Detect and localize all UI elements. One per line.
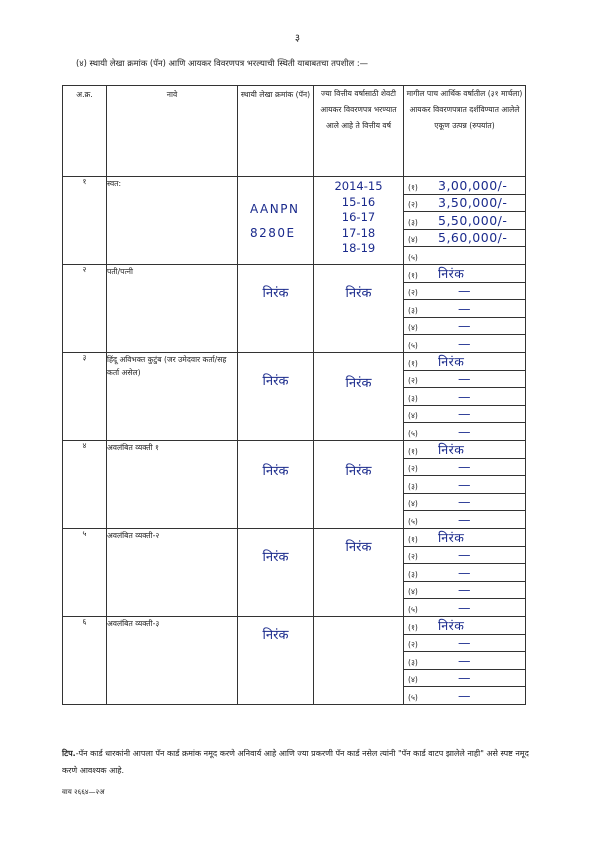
year-nil: निरंक <box>345 375 372 391</box>
row-pan <box>238 352 314 440</box>
sub-number: (५) <box>408 516 418 526</box>
row-sr: ३ <box>63 352 107 440</box>
year-nil: निरंक <box>345 539 372 555</box>
pan-code-line: 8280E <box>250 226 296 240</box>
income-line <box>404 511 525 528</box>
row-sr: २ <box>63 264 107 352</box>
sub-number: (४) <box>408 323 418 333</box>
pan-nil: निरंक <box>262 285 289 301</box>
table-row <box>63 352 526 440</box>
sub-number: (२) <box>408 376 418 386</box>
row-name: हिंदू अविभक्त कुटुंब (जर उमेदवार कर्ता/सह कर्ता असेल) <box>107 352 238 440</box>
income-value: — <box>458 635 471 651</box>
sub-number: (२) <box>408 552 418 562</box>
income-line <box>404 353 525 371</box>
income-value: — <box>458 599 471 615</box>
table-row <box>63 264 526 352</box>
income-value: 3,00,000/- <box>438 177 508 193</box>
sub-number: (३) <box>408 569 418 579</box>
income-value: — <box>458 371 471 387</box>
income-line <box>404 405 525 423</box>
row-pan <box>238 440 314 528</box>
income-value: निरंक <box>438 353 465 369</box>
income-subtable <box>404 265 525 352</box>
year-item: 2014-15 <box>334 179 383 193</box>
sub-number: (४) <box>408 675 418 685</box>
income-value: — <box>458 406 471 422</box>
pan-nil: निरंक <box>262 549 289 565</box>
pan-code <box>250 197 299 245</box>
income-value: 3,50,000/- <box>438 195 508 211</box>
header-year: ज्या वित्तीय वर्षासाठी शेवटी आयकर विवरणपत्र भरण्यात आले आहे ते वित्तीय वर्ष <box>314 86 404 177</box>
income-line <box>404 493 525 511</box>
row-income <box>404 177 526 265</box>
income-value: 5,50,000/- <box>438 212 508 228</box>
sub-number: (२) <box>408 288 418 298</box>
income-line <box>404 229 525 247</box>
table-row <box>63 177 526 265</box>
income-line <box>404 634 525 652</box>
row-sr: ४ <box>63 440 107 528</box>
income-value: — <box>458 423 471 439</box>
section-heading: (४) स्थायी लेखा क्रमांक (पॅन) आणि आयकर विवरणपत्र भरल्याची स्थिती याबाबतचा तपशील :— <box>76 58 369 68</box>
year-nil: निरंक <box>345 463 372 479</box>
header-sr: अ.क्र. <box>63 86 107 177</box>
row-income <box>404 528 526 616</box>
income-line <box>404 194 525 212</box>
row-pan <box>238 177 314 265</box>
header-pan: स्थायी लेखा क्रमांक (पॅन) <box>238 86 314 177</box>
income-value: 5,60,000/- <box>438 230 508 246</box>
income-value: — <box>458 318 471 334</box>
sub-number: (४) <box>408 587 418 597</box>
income-subtable <box>404 529 525 616</box>
income-line <box>404 599 525 616</box>
income-value: निरंक <box>438 529 465 545</box>
sub-number: (१) <box>408 270 418 280</box>
row-year <box>314 177 404 265</box>
row-income <box>404 264 526 352</box>
income-line <box>404 300 525 318</box>
pan-nil: निरंक <box>262 463 289 479</box>
row-year <box>314 264 404 352</box>
income-line <box>404 282 525 300</box>
income-line <box>404 529 525 547</box>
pan-nil: निरंक <box>262 373 289 389</box>
row-pan <box>238 528 314 616</box>
row-pan <box>238 264 314 352</box>
income-line <box>404 564 525 582</box>
row-income <box>404 352 526 440</box>
income-value: — <box>458 547 471 563</box>
income-line <box>404 617 525 635</box>
income-line <box>404 370 525 388</box>
income-line <box>404 265 525 283</box>
year-item: 18-19 <box>341 241 376 255</box>
row-name: अवलंबित व्यक्ती १ <box>107 440 238 528</box>
sub-number: (५) <box>408 604 418 614</box>
sub-number: (३) <box>408 217 418 227</box>
page-number: ३ <box>294 33 301 44</box>
pan-nil: निरंक <box>262 627 289 643</box>
row-year <box>314 440 404 528</box>
table-row <box>63 616 526 704</box>
sub-number: (३) <box>408 481 418 491</box>
income-subtable <box>404 441 525 528</box>
income-line <box>404 388 525 406</box>
row-sr: १ <box>63 177 107 265</box>
income-line <box>404 335 525 352</box>
table-row <box>63 440 526 528</box>
income-line <box>404 212 525 230</box>
income-value: — <box>458 511 471 527</box>
income-value: — <box>458 564 471 580</box>
income-value: — <box>458 476 471 492</box>
income-value: — <box>458 652 471 668</box>
sub-number: (२) <box>408 640 418 650</box>
row-income <box>404 616 526 704</box>
income-value: — <box>458 459 471 475</box>
sub-number: (१) <box>408 534 418 544</box>
row-name: पती/पत्नी <box>107 264 238 352</box>
sub-number: (१) <box>408 358 418 368</box>
table-row <box>63 528 526 616</box>
income-subtable <box>404 353 525 440</box>
row-year <box>314 528 404 616</box>
income-line <box>404 476 525 494</box>
sub-number: (४) <box>408 499 418 509</box>
income-value: — <box>458 388 471 404</box>
income-value: निरंक <box>438 617 465 633</box>
income-value <box>432 248 438 263</box>
income-value: निरंक <box>438 265 465 281</box>
row-name: स्वत: <box>107 177 238 265</box>
footnote-text: -पॅन कार्ड धारकांनी आपला पॅन कार्ड क्रमांक नमूद करणे अनिवार्य आहे आणि ज्या प्रकरणी पॅन कार्ड नसेल त्यांनी "पॅन कार्ड वाटप झालेले नाही" असे स्पष्ट नमूद करणे आवश्यक आहे. <box>62 749 529 775</box>
income-line <box>404 458 525 476</box>
row-sr: ६ <box>63 616 107 704</box>
income-subtable <box>404 617 525 704</box>
sub-number: (२) <box>408 464 418 474</box>
sub-number: (३) <box>408 393 418 403</box>
year-item: 15-16 <box>341 194 376 209</box>
sub-number: (३) <box>408 657 418 667</box>
pan-income-table <box>62 85 526 705</box>
sub-number: (३) <box>408 305 418 315</box>
row-name: अवलंबित व्यक्ती-२ <box>107 528 238 616</box>
sub-number: (२) <box>408 200 418 210</box>
row-pan <box>238 616 314 704</box>
row-year <box>314 616 404 704</box>
income-line <box>404 441 525 459</box>
sub-number: (४) <box>408 411 418 421</box>
print-code: वाय २६६४—२अ <box>62 788 105 796</box>
income-line <box>404 581 525 599</box>
sub-number: (१) <box>408 182 418 192</box>
income-value: — <box>458 300 471 316</box>
sub-number: (५) <box>408 692 418 702</box>
income-value: — <box>458 283 471 299</box>
income-line <box>404 247 525 264</box>
income-value: — <box>458 670 471 686</box>
year-item: 16-17 <box>341 210 376 224</box>
income-line <box>404 652 525 670</box>
row-name: अवलंबित व्यक्ती-३ <box>107 616 238 704</box>
income-value: — <box>458 335 471 351</box>
row-income <box>404 440 526 528</box>
sub-number: (५) <box>408 252 418 262</box>
income-line <box>404 317 525 335</box>
sub-number: (१) <box>408 622 418 632</box>
year-list <box>314 179 403 257</box>
income-subtable <box>404 177 525 264</box>
footnote-label: टिप. <box>62 749 76 758</box>
income-line <box>404 546 525 564</box>
row-year <box>314 352 404 440</box>
income-value: निरंक <box>438 441 465 457</box>
footnote <box>62 745 540 779</box>
income-value: — <box>458 687 471 703</box>
pan-code-line: AANPN <box>250 202 300 216</box>
income-line <box>404 423 525 440</box>
income-line <box>404 177 525 194</box>
sub-number: (५) <box>408 340 418 350</box>
sub-number: (५) <box>408 428 418 438</box>
sub-number: (१) <box>408 446 418 456</box>
year-item: 17-18 <box>341 225 376 240</box>
income-value: — <box>458 494 471 510</box>
sub-number: (४) <box>408 235 418 245</box>
row-sr: ५ <box>63 528 107 616</box>
income-value: — <box>458 582 471 598</box>
year-nil: निरंक <box>345 285 372 301</box>
header-name: नावे <box>107 86 238 177</box>
income-line <box>404 669 525 687</box>
header-income: मागील पाच आर्थिक वर्षातील (३१ मार्चला) आयकर विवरणपत्रात दर्शविण्यात आलेले एकूण उत्पन्न (रुपयांत) <box>404 86 526 177</box>
income-line <box>404 687 525 704</box>
